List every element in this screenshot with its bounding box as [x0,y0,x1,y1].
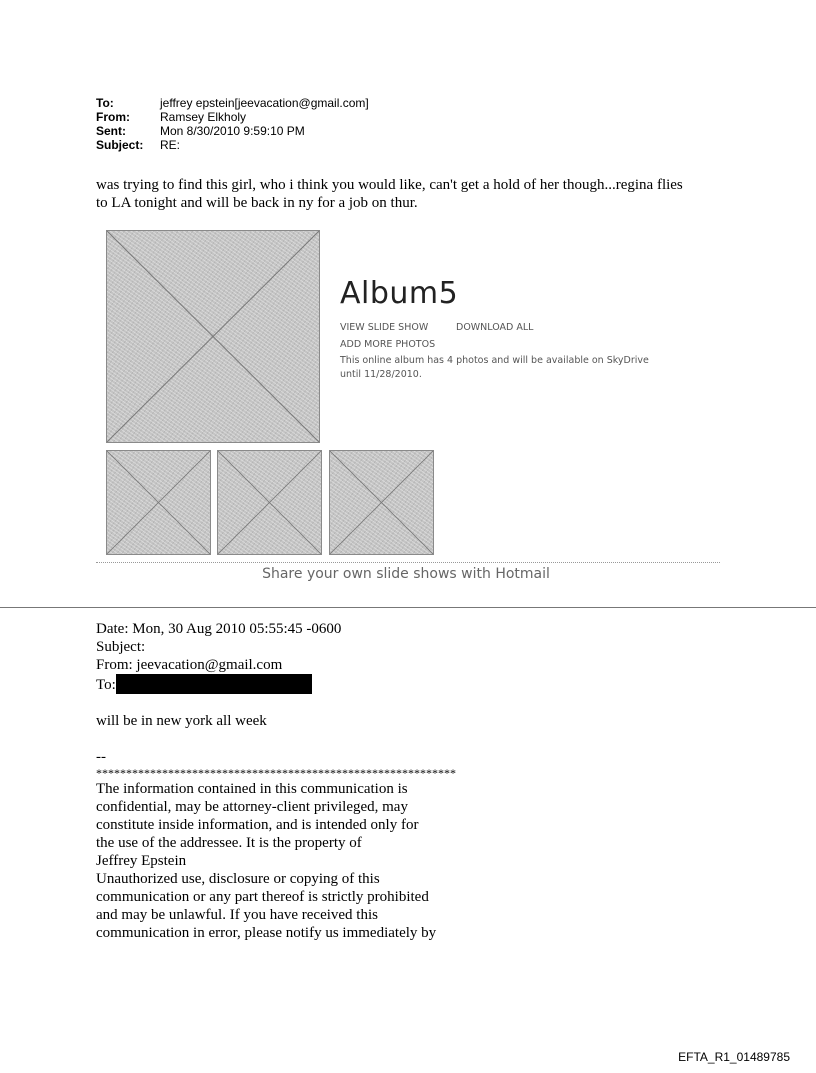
album-description [340,354,660,382]
to-row [96,96,369,110]
message-line: to LA tonight and will be back in ny for a job on thur. [96,195,418,211]
subject-row [96,138,369,152]
album-thumbnail[interactable] [329,450,434,555]
view-slide-show-link[interactable]: VIEW SLIDE SHOW [340,322,429,333]
album-cover-image[interactable] [106,230,320,443]
sent-label: Sent: [96,124,126,138]
original-to-label: To: [96,677,116,693]
disclaimer-line: and may be unlawful. If you have received this [96,907,378,923]
subject-label: Subject: [96,138,144,152]
disclaimer-line: confidential, may be attorney-client privileged, may [96,799,408,815]
disclaimer-line: The information contained in this communication is [96,781,408,797]
original-subject: Subject: [96,639,146,655]
disclaimer-line: constitute inside information, and is intended only for [96,817,419,833]
subject-value: RE: [160,138,181,152]
spacer [96,730,716,748]
message-body [96,176,736,212]
broken-image-icon [330,451,433,554]
section-divider [0,607,816,608]
to-label: To: [96,96,114,110]
album-title: Album5 [340,276,459,311]
download-all-link[interactable]: DOWNLOAD ALL [456,322,534,333]
add-more-photos-link[interactable]: ADD MORE PHOTOS [340,339,436,350]
album-thumbnail[interactable] [106,450,211,555]
original-message [96,620,716,942]
album-description-line: until 11/28/2010. [340,369,422,380]
broken-image-icon [107,231,319,442]
from-row [96,110,369,124]
original-date: Date: Mon, 30 Aug 2010 05:55:45 -0600 [96,621,342,637]
message-line: was trying to find this girl, who i think you would like, can't get a hold of her though...regina flies [96,177,683,193]
sent-row [96,124,369,138]
document-id: EFTA_R1_01489785 [678,1050,790,1064]
from-label: From: [96,110,130,124]
disclaimer-line: Jeffrey Epstein [96,853,187,869]
broken-image-icon [218,451,321,554]
disclaimer-line: communication or any part thereof is strictly prohibited [96,889,429,905]
album-description-line: This online album has 4 photos and will be available on SkyDrive [340,355,649,366]
signature-stars: ************************************************************ [96,766,456,780]
disclaimer-line: the use of the addressee. It is the property of [96,835,362,851]
redaction-box [116,674,312,694]
disclaimer-line: communication in error, please notify us immediately by [96,925,437,941]
disclaimer-line: Unauthorized use, disclosure or copying of this [96,871,380,887]
broken-image-icon [107,451,210,554]
original-from: From: jeevacation@gmail.com [96,657,283,673]
album-thumbnail[interactable] [217,450,322,555]
email-header [96,96,369,152]
dotted-separator [96,562,720,563]
spacer [96,694,716,712]
sent-value: Mon 8/30/2010 9:59:10 PM [160,124,305,138]
signature-dash: -- [96,749,106,765]
original-to-row [96,674,716,694]
share-slide-shows-link[interactable]: Share your own slide shows with Hotmail [262,566,550,582]
to-value: jeffrey epstein[jeevacation@gmail.com] [160,96,369,110]
original-body: will be in new york all week [96,713,267,729]
from-value: Ramsey Elkholy [160,110,247,124]
